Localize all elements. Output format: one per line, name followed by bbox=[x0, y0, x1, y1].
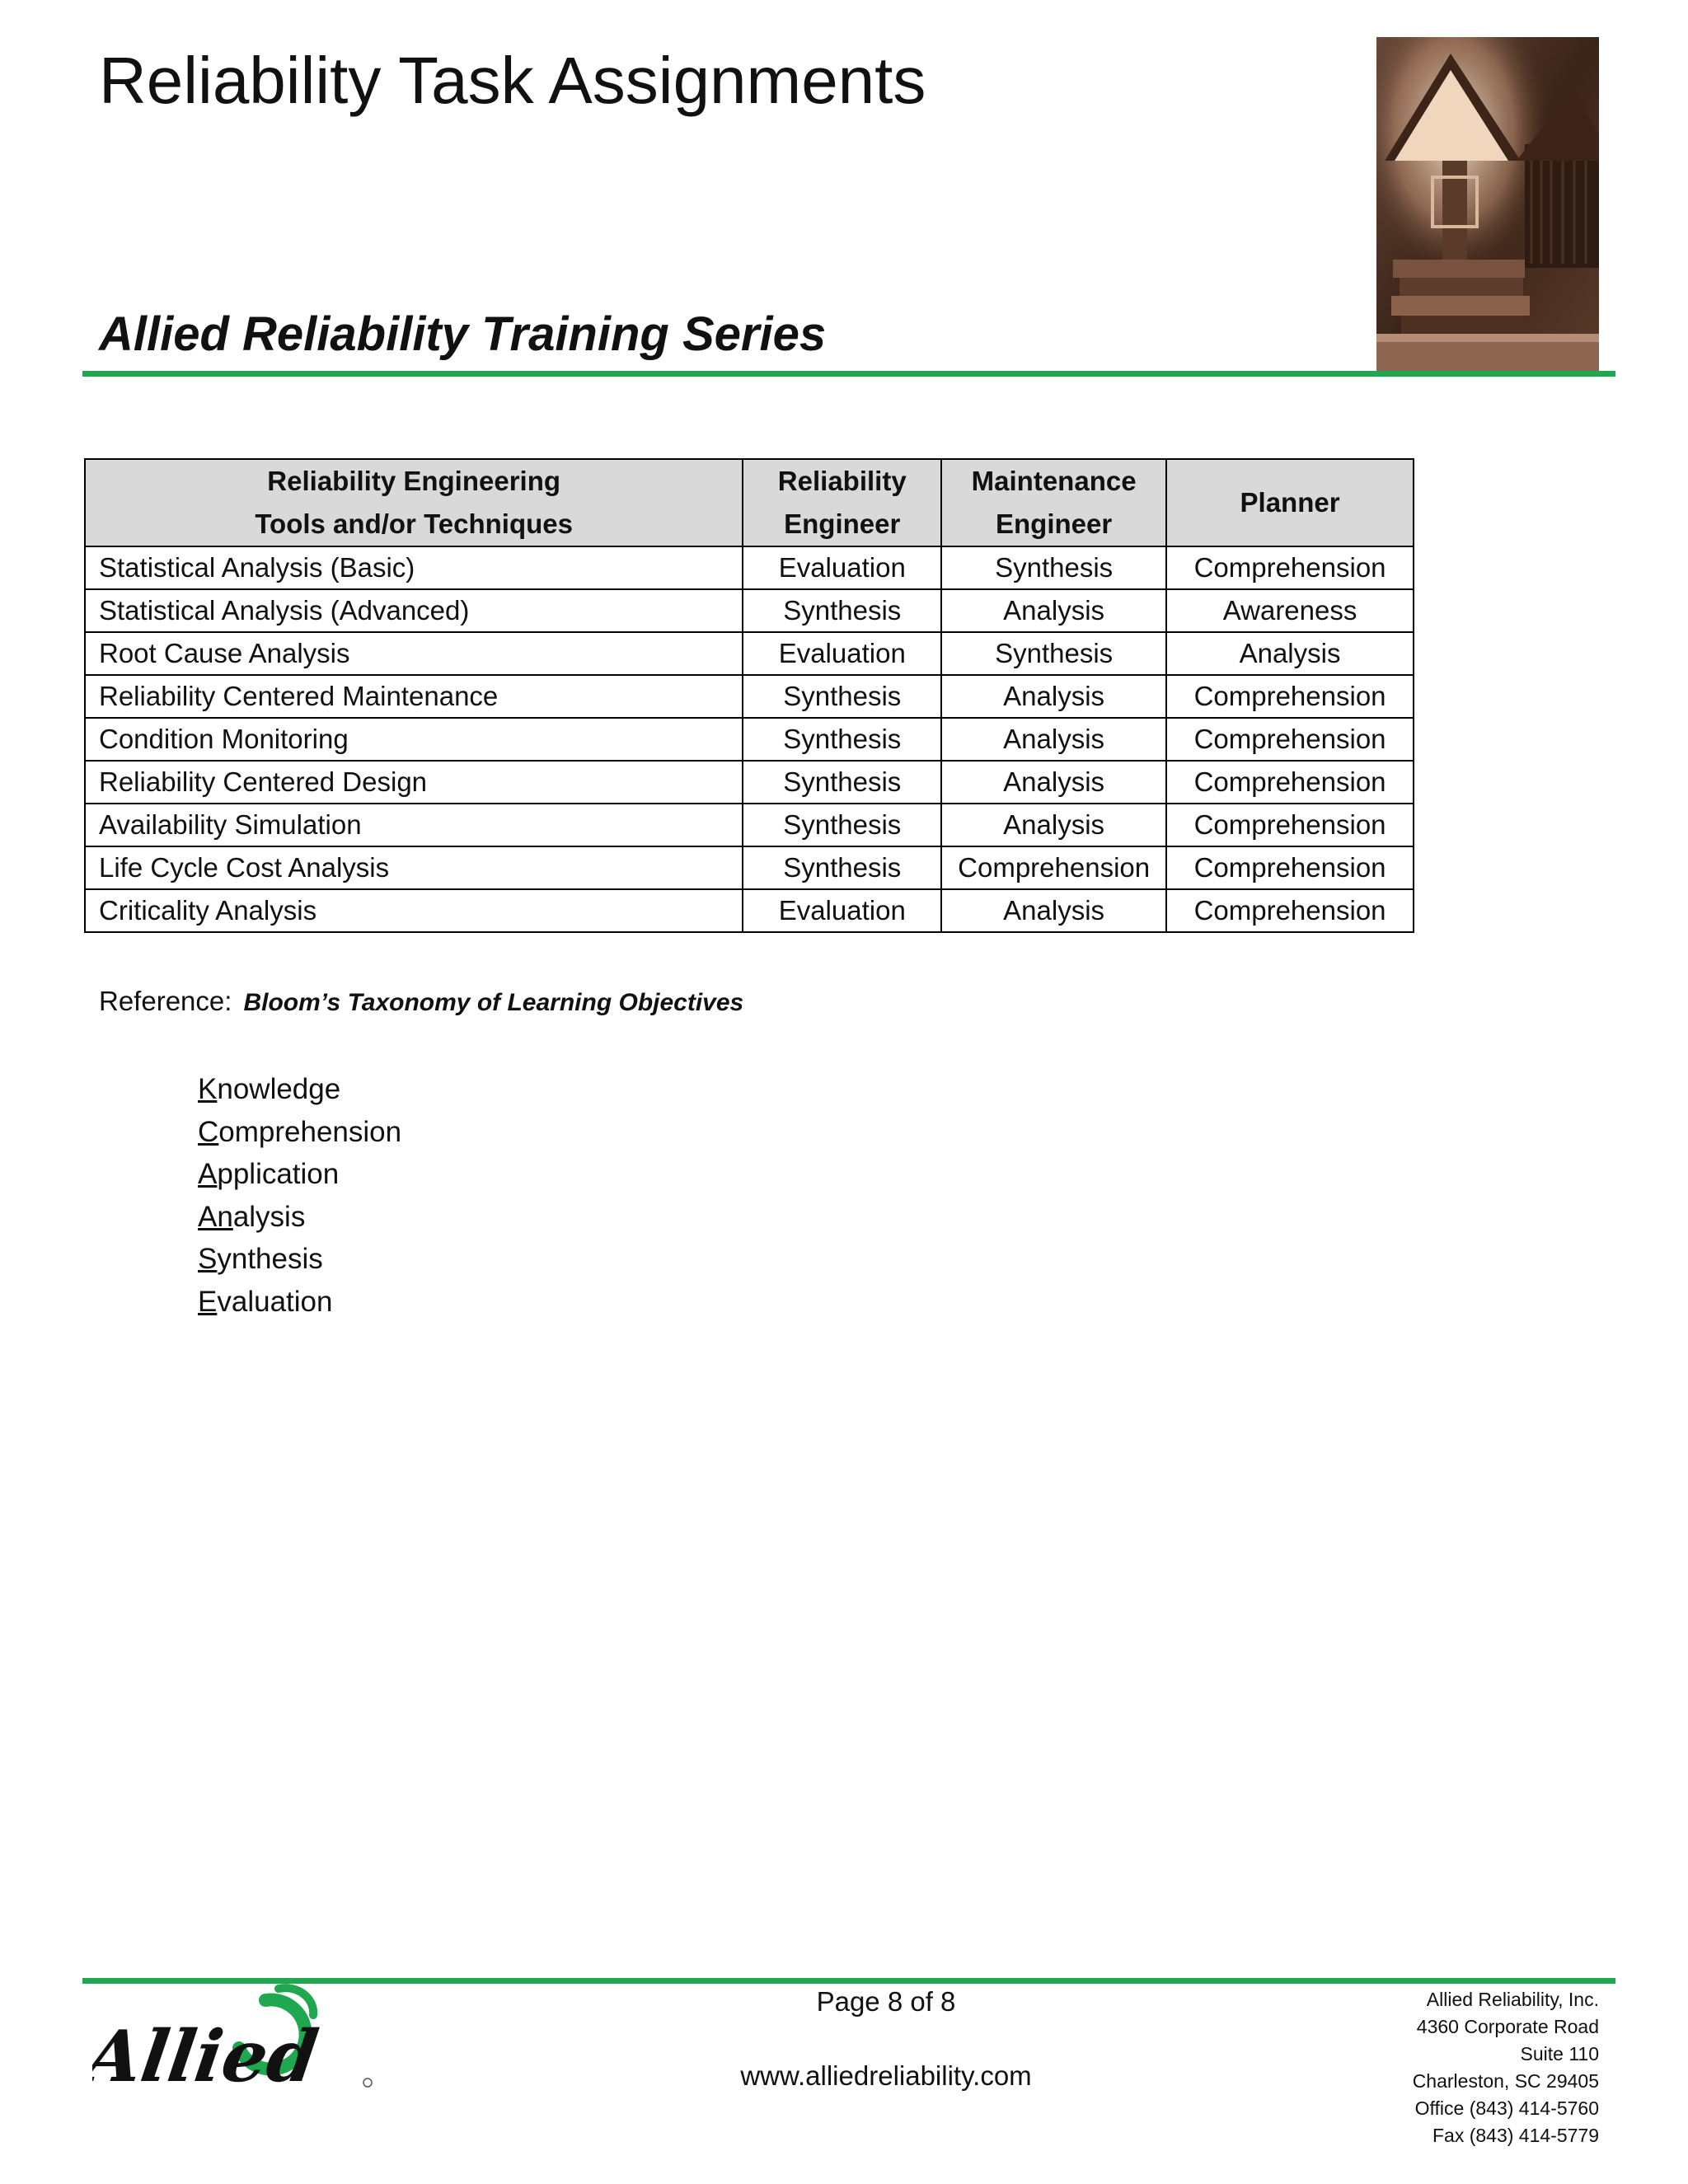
level-cell: Synthesis bbox=[743, 846, 941, 889]
table-row bbox=[85, 546, 1414, 589]
library-lamp-image bbox=[1376, 37, 1599, 373]
bloom-taxonomy-list bbox=[198, 1068, 401, 1323]
table-row bbox=[85, 718, 1414, 761]
list-item-underlined: S bbox=[198, 1243, 218, 1275]
level-cell: Synthesis bbox=[743, 804, 941, 846]
reference-label: Reference: bbox=[99, 986, 232, 1016]
table-row bbox=[85, 846, 1414, 889]
level-cell: Synthesis bbox=[941, 632, 1166, 675]
header-line: Planner bbox=[1240, 487, 1340, 518]
column-header-maintenance-engineer bbox=[941, 459, 1166, 546]
level-cell: Evaluation bbox=[743, 632, 941, 675]
level-cell: Evaluation bbox=[743, 889, 941, 932]
level-cell: Comprehension bbox=[1166, 761, 1414, 804]
address-line: 4360 Corporate Road bbox=[1416, 2016, 1599, 2037]
header-photo-library-lamp bbox=[1376, 37, 1599, 373]
level-cell: Comprehension bbox=[941, 846, 1166, 889]
list-item bbox=[198, 1111, 401, 1154]
level-cell: Analysis bbox=[941, 804, 1166, 846]
level-cell: Awareness bbox=[1166, 589, 1414, 632]
address-line: Suite 110 bbox=[1520, 2043, 1599, 2064]
list-item-rest: pplication bbox=[217, 1158, 340, 1190]
list-item-underlined: An bbox=[198, 1200, 233, 1233]
header-line: Engineer bbox=[784, 509, 901, 539]
level-cell: Comprehension bbox=[1166, 804, 1414, 846]
tool-cell: Statistical Analysis (Advanced) bbox=[85, 589, 743, 632]
list-item-rest: valuation bbox=[217, 1285, 333, 1318]
list-item-rest: alysis bbox=[232, 1200, 306, 1233]
list-item bbox=[198, 1068, 401, 1111]
reference-title: Bloom’s Taxonomy of Learning Objectives bbox=[243, 989, 744, 1016]
header-line: Reliability bbox=[777, 466, 907, 496]
logo-wordmark: Allied bbox=[92, 2015, 323, 2097]
table-row bbox=[85, 632, 1414, 675]
header-divider bbox=[82, 371, 1615, 377]
address-line: Fax (843) 414-5779 bbox=[1432, 2125, 1599, 2146]
table-row bbox=[85, 804, 1414, 846]
level-cell: Analysis bbox=[941, 589, 1166, 632]
table-row bbox=[85, 761, 1414, 804]
level-cell: Synthesis bbox=[743, 675, 941, 718]
address-line: Charleston, SC 29405 bbox=[1412, 2070, 1599, 2092]
list-item-underlined: K bbox=[198, 1073, 218, 1105]
level-cell: Evaluation bbox=[743, 546, 941, 589]
column-header-planner bbox=[1166, 459, 1414, 546]
level-cell: Synthesis bbox=[743, 589, 941, 632]
company-address bbox=[1413, 1986, 1599, 2149]
series-subtitle: Allied Reliability Training Series bbox=[99, 307, 827, 361]
level-cell: Analysis bbox=[941, 718, 1166, 761]
tool-cell: Reliability Centered Maintenance bbox=[85, 675, 743, 718]
table-row bbox=[85, 675, 1414, 718]
level-cell: Analysis bbox=[941, 761, 1166, 804]
tool-cell: Root Cause Analysis bbox=[85, 632, 743, 675]
level-cell: Comprehension bbox=[1166, 546, 1414, 589]
level-cell: Comprehension bbox=[1166, 718, 1414, 761]
table-row bbox=[85, 589, 1414, 632]
header-line: Maintenance bbox=[971, 466, 1137, 496]
column-header-reliability-engineer bbox=[743, 459, 941, 546]
list-item-rest: nowledge bbox=[217, 1073, 341, 1105]
address-line: Office (843) 414-5760 bbox=[1414, 2097, 1599, 2119]
header-line: Reliability Engineering bbox=[267, 466, 561, 496]
level-cell: Synthesis bbox=[941, 546, 1166, 589]
level-cell: Comprehension bbox=[1166, 846, 1414, 889]
website-link[interactable]: www.alliedreliability.com bbox=[740, 2060, 1032, 2091]
address-line: Allied Reliability, Inc. bbox=[1426, 1989, 1599, 2010]
list-item-rest: omprehension bbox=[218, 1115, 402, 1148]
header-line: Tools and/or Techniques bbox=[255, 509, 573, 539]
list-item-underlined: C bbox=[198, 1115, 219, 1148]
page-number: Page 8 of 8 bbox=[816, 1986, 956, 2017]
reference-note bbox=[99, 986, 743, 1017]
page-title: Reliability Task Assignments bbox=[99, 44, 926, 117]
list-item-underlined: E bbox=[198, 1285, 218, 1318]
tool-cell: Availability Simulation bbox=[85, 804, 743, 846]
list-item-rest: ynthesis bbox=[217, 1243, 323, 1275]
level-cell: Comprehension bbox=[1166, 675, 1414, 718]
level-cell: Analysis bbox=[941, 675, 1166, 718]
tool-cell: Condition Monitoring bbox=[85, 718, 743, 761]
list-item bbox=[198, 1196, 401, 1239]
tool-cell: Criticality Analysis bbox=[85, 889, 743, 932]
table-row bbox=[85, 889, 1414, 932]
level-cell: Analysis bbox=[941, 889, 1166, 932]
level-cell: Synthesis bbox=[743, 761, 941, 804]
level-cell: Comprehension bbox=[1166, 889, 1414, 932]
table-header-row bbox=[85, 459, 1414, 546]
tool-cell: Statistical Analysis (Basic) bbox=[85, 546, 743, 589]
level-cell: Analysis bbox=[1166, 632, 1414, 675]
tool-cell: Reliability Centered Design bbox=[85, 761, 743, 804]
column-header-tools bbox=[85, 459, 743, 546]
list-item bbox=[198, 1238, 401, 1281]
list-item bbox=[198, 1281, 401, 1324]
header-line: Engineer bbox=[996, 509, 1113, 539]
list-item bbox=[198, 1153, 401, 1196]
list-item-underlined: A bbox=[198, 1158, 218, 1190]
tool-cell: Life Cycle Cost Analysis bbox=[85, 846, 743, 889]
task-assignment-table bbox=[84, 458, 1414, 933]
level-cell: Synthesis bbox=[743, 718, 941, 761]
